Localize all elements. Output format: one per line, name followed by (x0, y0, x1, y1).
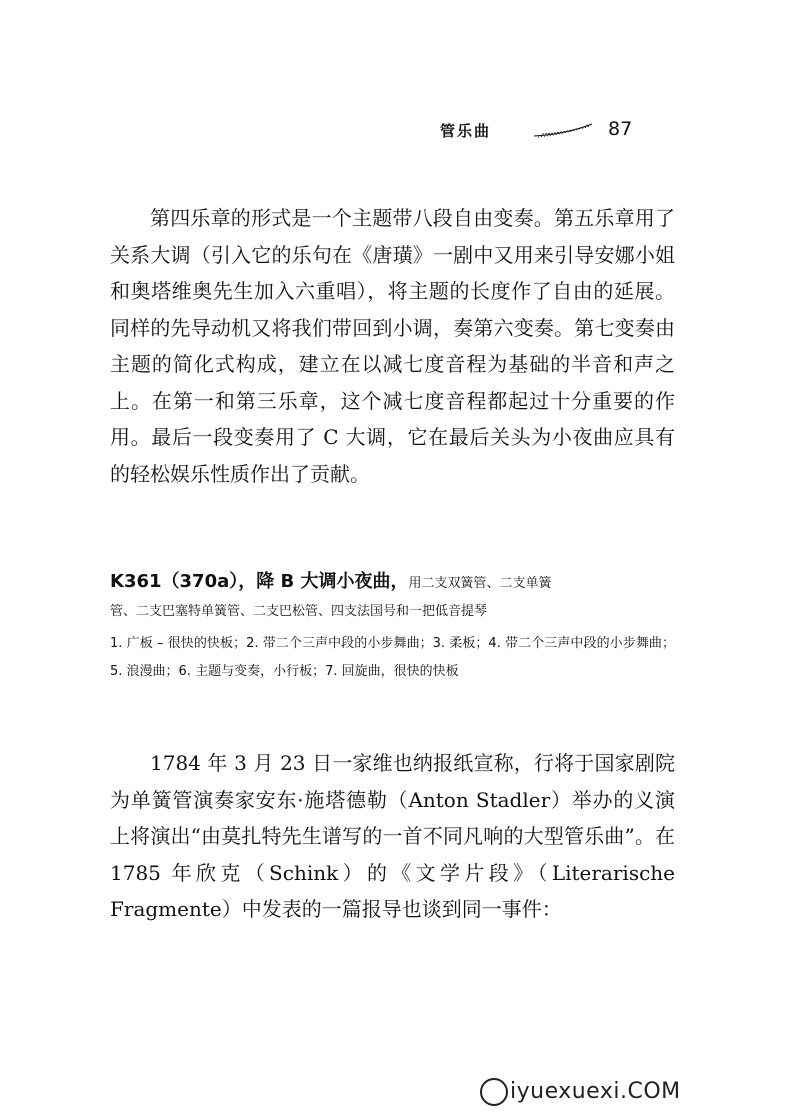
body-paragraph: 1784 年 3 月 23 日一家维也纳报纸宣称，行将于国家剧院为单簧管演奏家安东·施塔德勒（Anton Stadler）举办的义演上将演出“由莫扎特先生谱写的一首不同凡响的大型管乐曲”。在 1785 年欣克（Schink）的《文学片段》（Literarische Fragmente）中发表的一篇报导也谈到同一事件： (110, 751, 675, 921)
ornament-icon (532, 122, 594, 138)
work-movements: 1. 广板 – 很快的快板；2. 带二个三声中段的小步舞曲；3. 柔板；4. 带二个三声中段的小步舞曲；5. 浪漫曲；6. 主题与变奏，小行板；7. 回旋曲，很快的快板 (110, 636, 675, 679)
page-number: 87 (608, 118, 633, 140)
running-header (440, 118, 640, 148)
running-title: 管乐曲 (440, 122, 492, 140)
work-heading-line (110, 568, 675, 598)
work-instrumentation: 用二支双簧管、二支单簧 (408, 576, 552, 591)
watermark (480, 1078, 780, 1112)
watermark-text: iyuexuexi.COM (510, 1079, 681, 1104)
work-entry (110, 568, 675, 686)
body-paragraph: 第四乐章的形式是一个主题带八段自由变奏。第五乐章用了关系大调（引入它的乐句在《唐璜》一剧中又用来引导安娜小姐和奥塔维奥先生加入六重唱），将主题的长度作了自由的延展。同样的先导动机又将我们带回到小调，奏第六变奏。第七变奏由主题的简化式构成，建立在以减七度音程为基础的半音和声之上。在第一和第三乐章，这个减七度音程都起过十分重要的作用。最后一段变奏用了 C 大调，它在最后关头为小夜曲应具有的轻松娱乐性质作出了贡献。 (110, 206, 675, 486)
watermark-logo-icon (480, 1078, 508, 1106)
work-instrumentation-continued: 管、二支巴塞特单簧管、二支巴松管、四支法国号和一把低音提琴 (110, 604, 488, 619)
work-title: K361（370a），降 B 大调小夜曲， (110, 571, 409, 592)
